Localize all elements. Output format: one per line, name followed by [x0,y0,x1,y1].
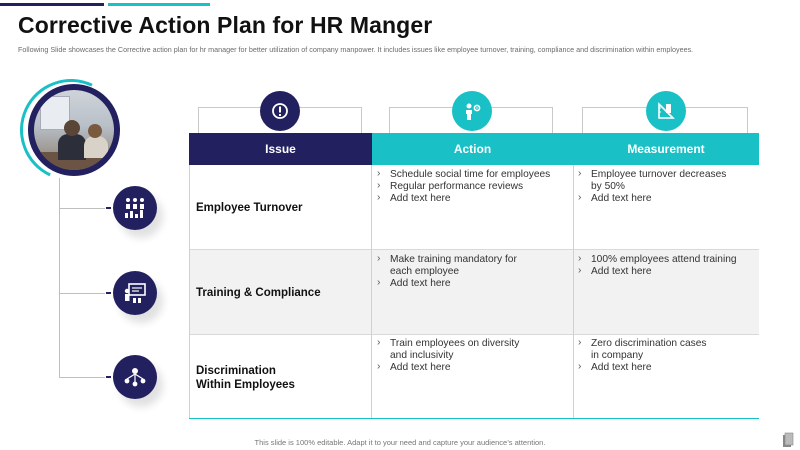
list-item: › Add text here [377,278,567,290]
list-item: › Make training mandatory for each employee [377,254,567,278]
measurement-list [578,338,754,374]
people-network-icon [113,355,157,399]
presentation-board-icon [113,271,157,315]
measurement-list [578,169,754,205]
action-list [377,254,567,290]
list-item: › Add text here [377,193,567,205]
table-bottom-line [189,418,759,419]
team-bars-icon [113,186,157,230]
list-item: › 100% employees attend training [578,254,754,266]
list-item: › Employee turnover decreases by 50% [578,169,754,193]
column-divider [573,165,574,419]
list-item: › Add text here [377,362,567,374]
issue-column-header: Issue [189,133,372,165]
top-accent-bar-navy [0,3,104,6]
list-item: › Add text here [578,362,754,374]
action-list [377,338,567,374]
document-icon [782,432,794,448]
issue-label: Training & Compliance [196,287,321,299]
slide-title: Corrective Action Plan for HR Manger [18,12,433,38]
column-divider [371,165,372,419]
list-item: › Add text here [578,266,754,278]
action-list [377,169,567,205]
ruler-triangle-icon [646,91,686,131]
slide-subtitle: Following Slide showcases the Corrective action plan for hr manager for better utilization of company manpower. It includes issues like employee turnover, training, compliance and discrimination within employees. [18,45,694,54]
connector-tick-3 [106,376,111,378]
issue-label: Discrimination Within Employees [196,365,295,391]
measurement-list [578,254,754,278]
list-item: › Schedule social time for employees [377,169,567,181]
column-divider [189,165,190,419]
list-item: › Add text here [578,193,754,205]
list-item: › Zero discrimination cases in company [578,338,754,362]
measurement-column-header: Measurement [573,133,759,165]
connector-tick-1 [106,207,111,209]
action-column-header: Action [372,133,573,165]
top-accent-bar-teal [108,3,210,6]
alert-icon [260,91,300,131]
meeting-photo [34,90,114,170]
connector-line-2 [59,293,105,294]
connector-line-1 [59,208,105,209]
list-item: › Regular performance reviews [377,181,567,193]
person-gear-icon [452,91,492,131]
connector-line-3 [59,377,105,378]
issue-label: Employee Turnover [196,202,303,214]
connector-tick-2 [106,292,111,294]
slide-footer: This slide is 100% editable. Adapt it to your need and capture your audience’s attention. [254,438,546,447]
list-item: › Train employees on diversity and inclusivity [377,338,567,362]
